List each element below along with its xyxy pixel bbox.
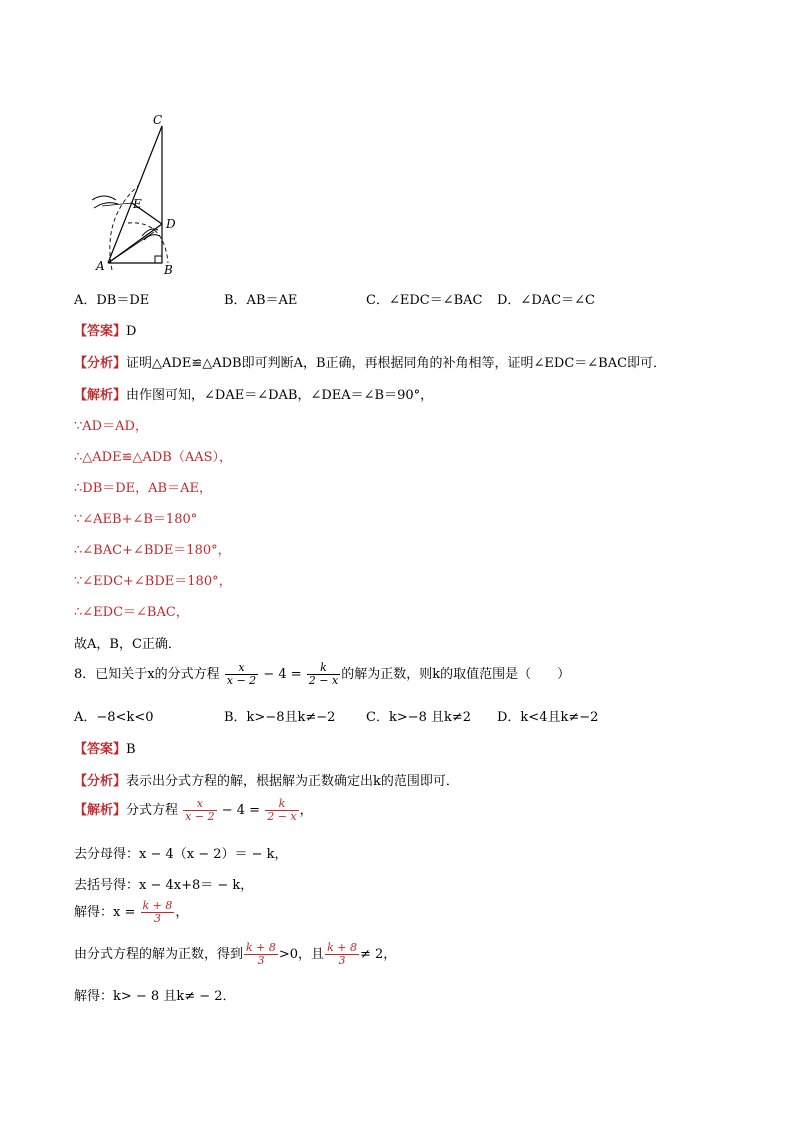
q7-analysis: 证明△ADE≌△ADB即可判断A，B正确，再根据同角的补角相等，证明∠EDC＝∠BAC即可． [126,356,667,371]
q8-sol-minus4: − 4 = [221,803,261,819]
answer-tag: 【答案】 [74,324,127,339]
q7-conclusion: 故A，B，C正确． [74,637,181,652]
arc-mark-1 [92,196,116,200]
bisector-ray [108,232,154,263]
q7-step-7: ∴∠EDC＝∠BAC， [74,605,189,620]
q7-option-b: B．AB＝AE [224,293,298,308]
analysis-tag: 【分析】 [74,774,127,789]
q8-step-4 [74,942,396,967]
q7-answer: D [126,324,137,339]
q7-step-3: ∴DB＝DE，AB＝AE， [74,481,212,496]
q7-step-6: ∵∠EDC+∠BDE＝180°， [74,574,232,589]
q7-solution-first: 由作图可知，∠DAE＝∠DAB，∠DEA＝∠B＝90°， [126,388,434,403]
label-b: B [164,263,173,277]
q7-step-2: ∴△ADE≌△ADB（AAS）， [74,450,233,465]
analysis-tag: 【分析】 [74,356,127,371]
q8-option-a: A．−8<k<0 [74,710,154,725]
q7-solution-line [74,384,433,403]
answer-tag: 【答案】 [74,742,127,757]
q8-step3-fraction: $\frac{k + 8}{3}$ [142,899,173,926]
q8-option-c: C．k>−8 且k≠2 [366,710,472,725]
q8-step-5: 解得：k> − 8 且k≠ − 2． [74,989,236,1004]
q8-option-d: D．k<4且k≠−2 [497,710,599,725]
label-c: C [153,113,163,127]
q8-step-3 [74,900,188,925]
q8-analysis: 表示出分式方程的解，根据解为正数确定出k的范围即可． [126,774,459,789]
q8-sol-tail: ， [299,803,313,819]
label-e: E [133,197,142,211]
q8-option-b: B．k>−8且k≠−2 [224,710,336,725]
geometry-figure [80,108,200,278]
q8-step4-lead: 由分式方程的解为正数，得到 [74,947,244,963]
q8-minus4: − 4 = [263,667,302,683]
q8-fraction-2: $\frac{k}{2 - x}$ [308,661,339,688]
q8-fraction-1: $\frac{x}{x - 2}$ [226,661,257,688]
q8-stem-a: 8．已知关于x的分式方程 [74,667,220,683]
solution-tag: 【解析】 [74,803,127,819]
q8-step-1: 去分母得：x − 4（x − 2）＝ − k， [74,847,288,862]
q7-option-a: A．DB＝DE [74,293,150,308]
q7-option-d: D．∠DAC＝∠C [497,293,595,308]
label-a: A [96,259,105,273]
q7-step-4: ∵∠AEB+∠B＝180° [74,512,198,527]
q8-step-2: 去括号得：x − 4x+8＝ − k， [74,878,254,893]
label-d: D [166,217,176,231]
q7-analysis-line [74,352,666,371]
q8-answer: B [126,742,136,757]
q8-step4-mid: >0，且 [278,947,325,963]
q8-answer-line [74,738,136,757]
q7-step-1: ∵AD＝AD， [74,419,148,434]
q7-option-c: C．∠EDC＝∠BAC [366,293,483,308]
q8-step3-tail: ， [175,905,189,921]
right-angle-mark [155,256,162,263]
q8-step3-lead: 解得：x = [74,905,136,921]
q8-step4-fraction-1: $\frac{k + 8}{3}$ [246,941,276,968]
q8-solution-lead: 分式方程 [126,803,179,819]
q7-answer-line [74,320,136,339]
q8-sol-fraction-1: $\frac{x}{x - 2}$ [185,797,215,824]
q8-solution-line [74,798,313,823]
q8-analysis-line [74,770,459,789]
q7-step-5: ∴∠BAC+∠BDE＝180°， [74,543,231,558]
q8-step4-tail: ≠ 2， [359,947,397,963]
solution-tag: 【解析】 [74,388,127,403]
q8-stem [74,662,570,687]
q8-sol-fraction-2: $\frac{k}{2 - x}$ [267,797,297,824]
segment-ac [108,126,162,263]
q8-step4-fraction-2: $\frac{k + 8}{3}$ [327,941,357,968]
q8-stem-b: 的解为正数，则k的取值范围是（ ） [341,667,571,683]
